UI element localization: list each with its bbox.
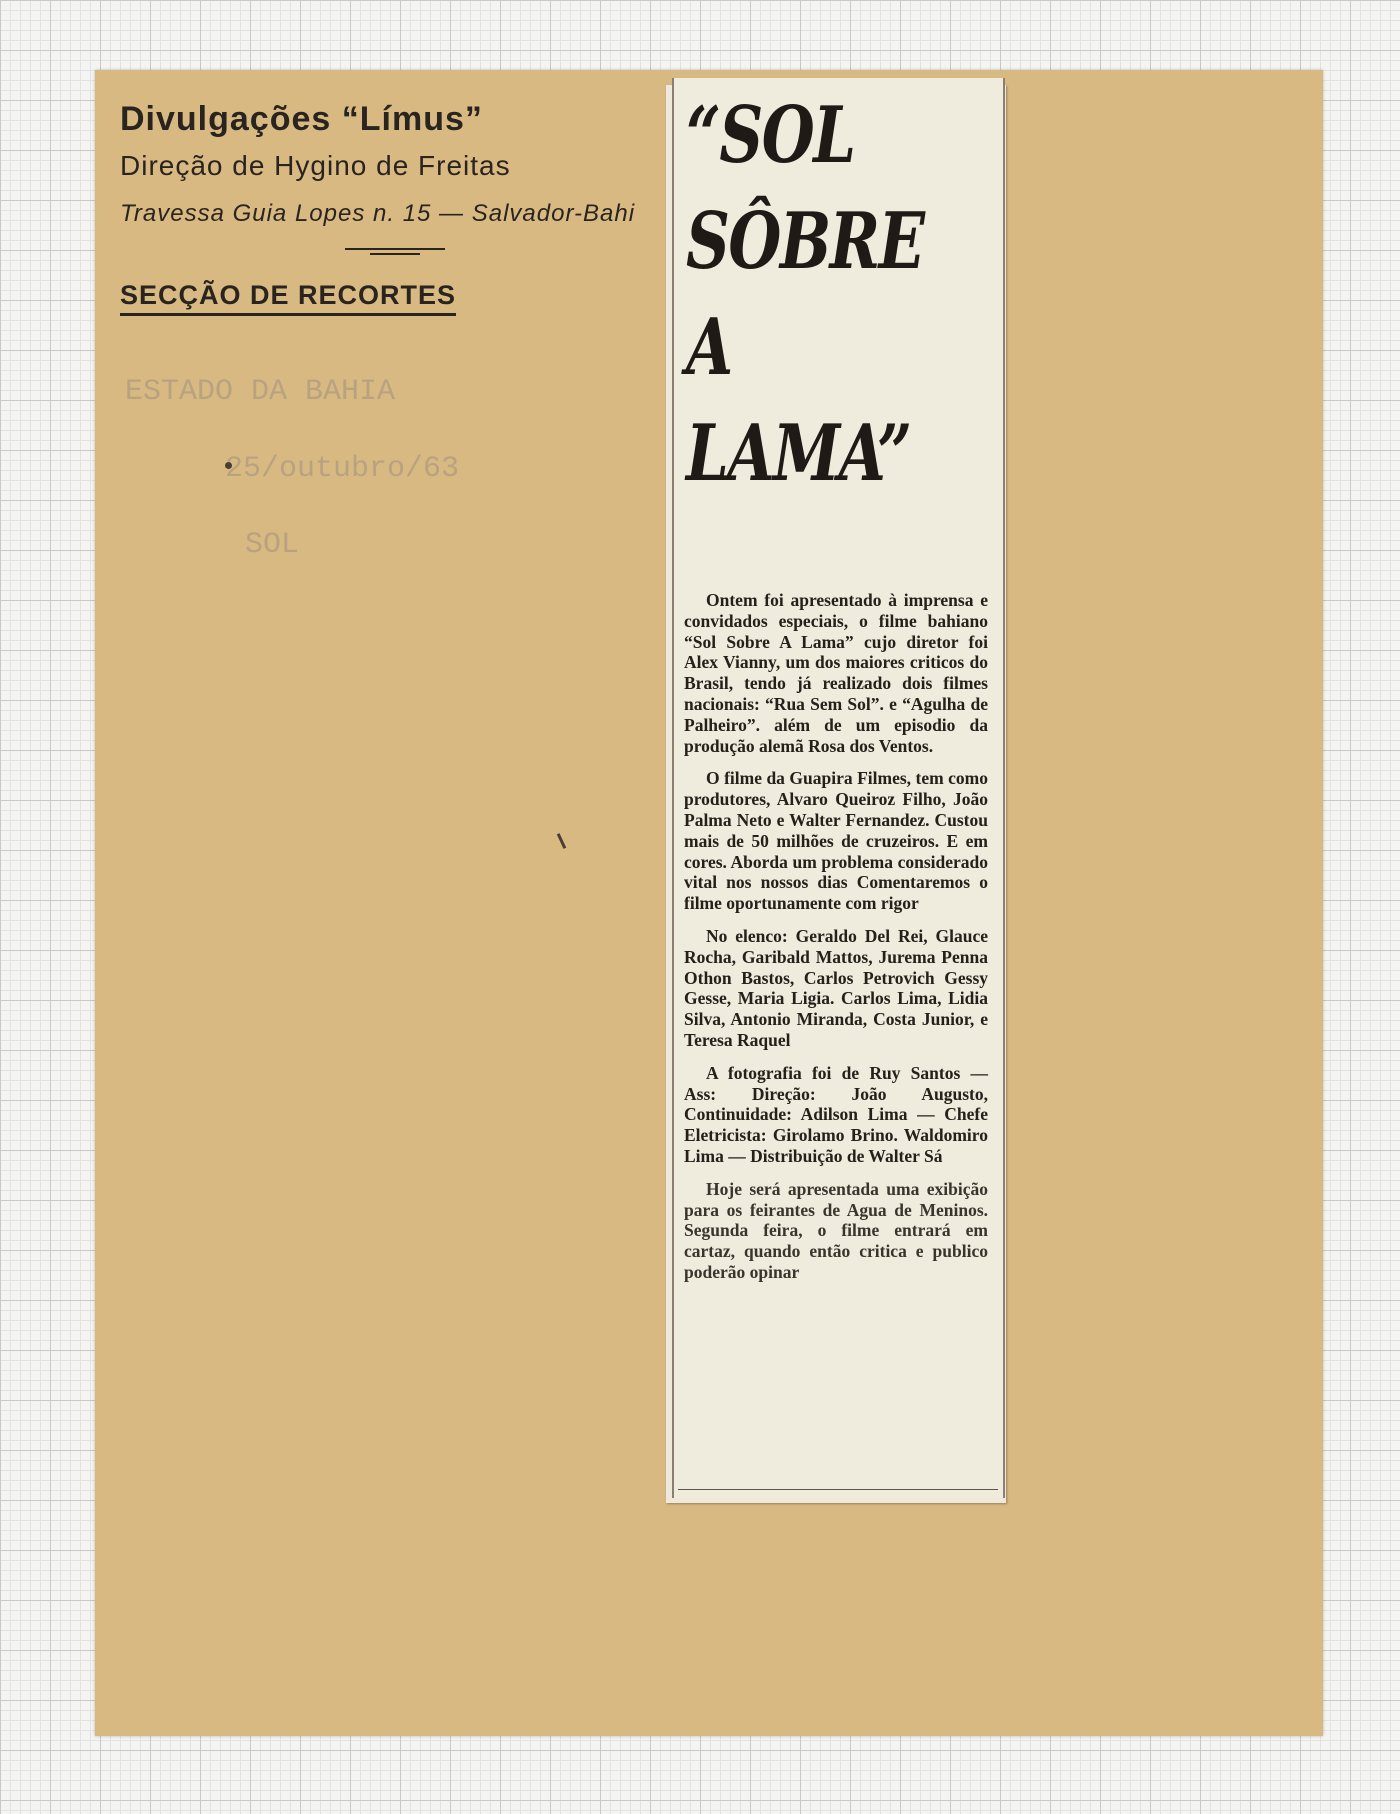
article-paragraph: Ontem foi apresentado à imprensa e convidados especiais, o filme bahiano “Sol Sobre A Lama” cujo diretor foi Alex Vianny, um dos maiores criticos do Brasil, tendo já realizado dois filmes nacionais: “Rua Sem Sol”. e “Agulha de Palheiro”. além de um episodio da produção alemã Rosa dos Ventos. (684, 590, 988, 756)
newspaper-clipping (672, 78, 1005, 1498)
headline-line: LAMA” (686, 408, 911, 499)
letterhead-direction: Direção de Hygino de Freitas (120, 150, 511, 181)
headline-line: “SOL (686, 90, 855, 181)
article-paragraph: A fotografia foi de Ruy Santos — Ass: Direção: João Augusto, Continuidade: Adilson Lima — Chefe Eletricista: Girolamo Brino. Waldomiro Lima — Distribuição de Walter Sá (684, 1062, 988, 1166)
clipping-headline (686, 83, 1005, 507)
article-paragraph: No elenco: Geraldo Del Rei, Glauce Rocha, Garibald Mattos, Jurema Penna Othon Bastos, Carlos Petrovich Gessy Gesse, Maria Ligia. Carlos Lima, Lidia Silva, Antonio Miranda, Costa Junior, e Teresa Raquel (684, 925, 988, 1050)
subject-stamp: SOL (245, 528, 300, 562)
headline-line: SÔBRE (686, 196, 924, 287)
newspaper-stamp: ESTADO DA BAHIA (125, 375, 396, 409)
letterhead-divider-short (370, 253, 420, 255)
clipping-bottom-rule (678, 1489, 998, 1490)
letterhead-title: Divulgações “Límus” (120, 100, 483, 138)
letterhead-address: Travessa Guia Lopes n. 15 — Salvador-Bahi (120, 200, 636, 227)
article-paragraph: O filme da Guapira Filmes, tem como produtores, Alvaro Queiroz Filho, João Palma Neto e Walter Fernandez. Custou mais de 50 milhões de cruzeiros. E em cores. Aborda um problema considerado vital nos nossos dias Comentaremos o filme oportunamente com rigor (684, 768, 988, 914)
headline-line: A (686, 302, 732, 393)
article-body (684, 590, 988, 1295)
date-stamp: 25/outubro/63 (225, 452, 460, 486)
letterhead-divider (345, 248, 445, 250)
section-title: SECÇÃO DE RECORTES (120, 280, 456, 316)
article-paragraph: Hoje será apresentada uma exibição para os feirantes de Agua de Meninos. Segunda feira, o filme entrará em cartaz, quando então critica e publico poderão opinar (684, 1178, 988, 1282)
